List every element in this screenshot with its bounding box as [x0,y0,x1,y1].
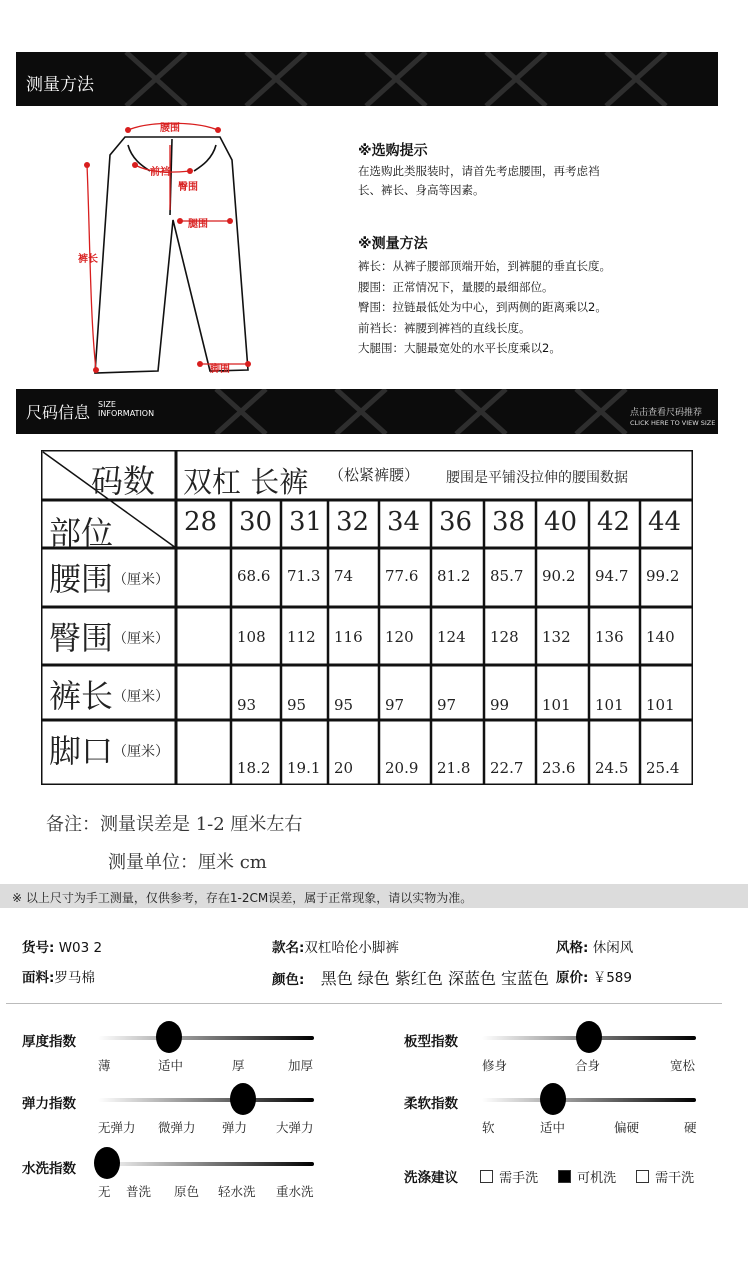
row-unit: （厘米） [113,631,169,647]
row-unit: （厘米） [113,572,169,588]
washing-option [480,1171,538,1186]
thickness-index-tick: 薄 [98,1058,111,1073]
method-line: 前裆长：裤腰到裤裆的直线长度。 [358,320,531,335]
wash-index-tick: 轻水洗 [218,1184,256,1199]
style-label: 风格: [556,940,589,956]
disclaimer-text: ※ 以上尺寸为手工测量，仅供参考，存在1-2CM误差，属于正常现象，请以实物为准。 [12,891,473,905]
size-header: 36 [439,507,473,537]
label-length: 裤长 [78,254,98,265]
row-label: 腰围 [49,560,114,598]
size-header: 42 [597,507,631,537]
waist-note: 腰围是平铺没拉伸的腰围数据 [446,470,628,486]
note-error: 备注：测量误差是 1-2 厘米左右 [46,814,303,835]
washing-option-text: 可机洗 [577,1171,617,1186]
fit-index-knob [576,1021,602,1053]
fit-index-label: 板型指数 [404,1034,458,1050]
method-text [358,256,678,359]
softness-index-tick: 偏硬 [614,1120,640,1135]
size-value: 68.6 [237,567,271,585]
size-value: 24.5 [595,759,629,777]
label-front-rise: 前裆 [150,167,170,178]
size-banner-sub2: INFORMATION [98,409,155,418]
washing-option-text: 需手洗 [499,1171,539,1186]
row-label: 脚口 [49,732,114,770]
size-header: 30 [239,507,273,537]
method-line: 裤长：从裤子腰部顶端开始，到裤腿的垂直长度。 [358,259,611,273]
size-value: 94.7 [595,567,629,585]
softness-index-knob [540,1083,566,1115]
size-recommend-text: 点击查看尺码推荐 [630,408,703,418]
size-value: 74 [334,567,354,585]
size-value: 97 [437,696,457,714]
wash-index-track [98,1162,314,1166]
note-unit: 测量单位：厘米 cm [108,852,267,873]
pants-diagram [70,115,270,385]
label-hem: 脚围 [210,364,230,375]
price-label: 原价: [556,970,589,986]
size-header: 28 [184,507,218,537]
size-value: 101 [542,696,571,714]
divider [6,1003,722,1004]
size-value: 21.8 [437,759,471,777]
product-name: 双杠 长裤 [183,465,309,499]
corner-size-label: 码数 [91,462,156,500]
sku-label: 货号: [22,940,55,956]
elasticity-index-tick: 弹力 [222,1120,248,1135]
size-recommend-en: CLICK HERE TO VIEW SIZE [630,419,716,427]
size-header: 31 [289,507,323,537]
size-value: 99.2 [646,567,680,585]
name-label: 款名: [272,940,305,956]
wash-index-label: 水洗指数 [22,1161,76,1177]
sku-row [22,936,102,956]
softness-index-label: 柔软指数 [404,1096,458,1112]
wash-index-tick: 无 [98,1184,111,1199]
size-value: 101 [595,696,624,714]
tips-line: 长、裤长、身高等因素。 [358,183,485,197]
softness-index-tick: 硬 [684,1120,697,1135]
size-value: 132 [542,628,571,646]
style-row [556,936,633,956]
washing-option-text: 需干洗 [655,1171,695,1186]
fabric-value: 罗马棉 [54,970,95,986]
size-header: 32 [336,507,370,537]
size-value: 136 [595,628,624,646]
elasticity-index-label: 弹力指数 [22,1096,76,1112]
softness-index-tick: 软 [482,1120,495,1135]
fit-index-tick: 修身 [482,1058,508,1073]
tips-line: 在选购此类服装时，请首先考虑腰围，再考虑裆 [358,164,600,178]
size-header: 34 [387,507,421,537]
name-row [272,936,399,956]
row-label: 裤长 [49,677,114,715]
size-value: 95 [287,696,307,714]
elasticity-index-tick: 无弹力 [98,1120,136,1135]
checkbox-icon [558,1170,571,1183]
size-banner [16,389,718,434]
size-value: 140 [646,628,675,646]
price-value: ￥589 [592,970,632,986]
method-line: 臀围：拉链最低处为中心，到两侧的距离乘以2。 [358,300,607,314]
elasticity-index-knob [230,1083,256,1115]
size-value: 124 [437,628,466,646]
softness-index-track [482,1098,696,1102]
method-line: 腰围：正常情况下，量腰的最细部位。 [358,279,554,294]
thickness-index-track [98,1036,314,1040]
method-heading: ※测量方法 [358,236,428,252]
method-line: 大腿围：大腿最宽处的水平长度乘以2。 [358,341,561,355]
washing-label: 洗涤建议 [404,1170,458,1186]
row-unit: （厘米） [113,689,169,705]
size-value: 120 [385,628,414,646]
size-value: 85.7 [490,567,524,585]
color-label: 颜色: [272,972,305,988]
thickness-index-tick: 加厚 [288,1058,314,1073]
sku-value: W03 2 [58,940,103,956]
size-header: 40 [544,507,578,537]
thickness-index-tick: 厚 [232,1058,245,1073]
size-value: 116 [334,628,363,646]
label-waist: 腰围 [160,123,180,134]
fit-index-tick: 宽松 [670,1058,696,1073]
size-value: 25.4 [646,759,680,777]
size-value: 23.6 [542,759,576,777]
elasticity-index-tick: 大弹力 [276,1120,314,1135]
style-value: 休闲风 [592,940,634,956]
label-hip: 臀围 [178,182,198,193]
checkbox-icon [636,1170,649,1183]
size-value: 77.6 [385,567,419,585]
size-value: 95 [334,696,354,714]
size-value: 18.2 [237,759,271,777]
thickness-index-label: 厚度指数 [22,1034,76,1050]
tips-text [358,162,658,200]
fit-index-tick: 合身 [575,1058,601,1073]
wash-index-knob [94,1147,120,1179]
size-value: 71.3 [287,567,321,585]
label-thigh: 腿围 [188,219,208,230]
disclaimer-bar [0,884,748,908]
size-value: 20 [334,759,354,777]
product-note: （松紧裤腰） [329,466,420,484]
thickness-index-knob [156,1021,182,1053]
checkbox-icon [480,1170,493,1183]
size-banner-sub [98,400,154,418]
size-banner-title: 尺码信息 [26,403,91,422]
washing-advice [404,1166,714,1186]
row-label: 臀围 [49,619,114,657]
corner-part-label: 部位 [49,514,114,552]
size-value: 101 [646,696,675,714]
thickness-index-tick: 适中 [158,1058,184,1073]
size-value: 108 [237,628,266,646]
size-value: 20.9 [385,759,419,777]
color-row [272,966,549,989]
size-value: 93 [237,696,257,714]
row-unit: （厘米） [113,744,169,760]
fabric-row [22,966,95,986]
name-value: 双杠哈伦小脚裤 [304,940,399,956]
elasticity-index-track [98,1098,314,1102]
wash-index-tick: 普洗 [126,1184,152,1199]
size-recommend-link[interactable] [630,408,715,428]
size-value: 22.7 [490,759,524,777]
size-value: 112 [287,628,316,646]
size-value: 81.2 [437,567,471,585]
wash-index-tick: 原色 [174,1184,200,1199]
measure-banner [16,52,718,106]
washing-option [636,1171,694,1186]
size-table [41,450,693,785]
price-row [556,966,632,986]
size-header: 38 [492,507,526,537]
fabric-label: 面料: [22,970,55,986]
x-pattern-decor [16,52,718,106]
color-value: 黑色 绿色 紫红色 深蓝色 宝蓝色 [320,969,550,988]
size-value: 128 [490,628,519,646]
size-banner-sub1: SIZE [98,400,116,409]
size-value: 99 [490,696,510,714]
tips-heading: ※选购提示 [358,143,428,159]
washing-option [558,1171,616,1186]
size-value: 97 [385,696,405,714]
softness-index-tick: 适中 [540,1120,566,1135]
measure-banner-title: 测量方法 [26,75,94,95]
size-value: 90.2 [542,567,576,585]
wash-index-tick: 重水洗 [276,1184,314,1199]
size-header: 44 [648,507,682,537]
elasticity-index-tick: 微弹力 [158,1120,196,1135]
size-value: 19.1 [287,759,321,777]
